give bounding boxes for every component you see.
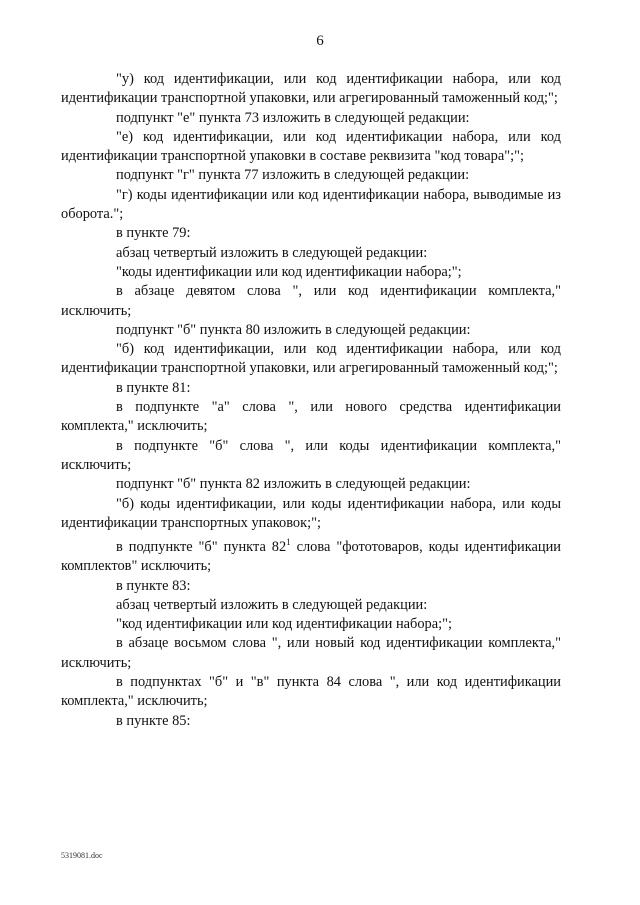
paragraph-11: "б) код идентификации, или код идентификации набора, или код идентификации транспортной упаковки, или агрегированный таможенный код;"; — [61, 341, 561, 377]
paragraph-17 — [61, 533, 561, 576]
paragraph-20: "код идентификации или код идентификации набора;"; — [116, 616, 453, 633]
footer-filename: 5319081.doc — [61, 851, 103, 860]
paragraph-17-start: в подпункте "б" пункта 82 — [116, 538, 287, 555]
paragraph-6: в пункте 79: — [116, 225, 191, 242]
paragraph-9: в абзаце девятом слова ", или код идентификации комплекта," исключить; — [61, 283, 561, 319]
paragraph-1: "у) код идентификации, или код идентификации набора, или код идентификации транспортной упаковки, или агрегированный таможенный код;"; — [61, 71, 561, 107]
page-number: 6 — [316, 33, 324, 49]
paragraph-23: в пункте 85: — [116, 712, 191, 729]
document-body — [61, 70, 561, 731]
paragraph-17-end: слова "фототоваров, коды идентификации комплектов" исключить; — [61, 538, 562, 575]
paragraph-4: подпункт "г" пункта 77 изложить в следующей редакции: — [116, 167, 470, 184]
paragraph-21: в абзаце восьмом слова ", или новый код идентификации комплекта," исключить; — [61, 635, 561, 671]
paragraph-7: абзац четвертый изложить в следующей редакции: — [116, 244, 428, 261]
paragraph-8: "коды идентификации или код идентификации набора;"; — [116, 263, 462, 280]
paragraph-2: подпункт "е" пункта 73 изложить в следующей редакции: — [116, 109, 470, 126]
superscript-index: 1 — [286, 537, 291, 548]
paragraph-22: в подпунктах "б" и "в" пункта 84 слова ", или код идентификации комплекта," исключить; — [61, 674, 561, 710]
paragraph-16: "б) коды идентификации, или коды идентификации набора, или коды идентификации транспортных упаковок;"; — [61, 495, 561, 531]
paragraph-14: в подпункте "б" слова ", или коды идентификации комплекта," исключить; — [61, 437, 561, 473]
paragraph-13: в подпункте "а" слова ", или нового средства идентификации комплекта," исключить; — [61, 399, 561, 435]
paragraph-15: подпункт "б" пункта 82 изложить в следующей редакции: — [116, 476, 471, 493]
paragraph-18: в пункте 83: — [116, 577, 191, 594]
paragraph-12: в пункте 81: — [116, 379, 191, 396]
paragraph-3: "е) код идентификации, или код идентификации набора, или код идентификации транспортной упаковки в составе реквизита "код товара";"; — [61, 128, 561, 165]
paragraph-19: абзац четвертый изложить в следующей редакции: — [116, 596, 428, 613]
paragraph-10: подпункт "б" пункта 80 изложить в следующей редакции: — [116, 321, 471, 338]
paragraph-5: "г) коды идентификации или код идентификации набора, выводимые из оборота."; — [61, 186, 561, 223]
